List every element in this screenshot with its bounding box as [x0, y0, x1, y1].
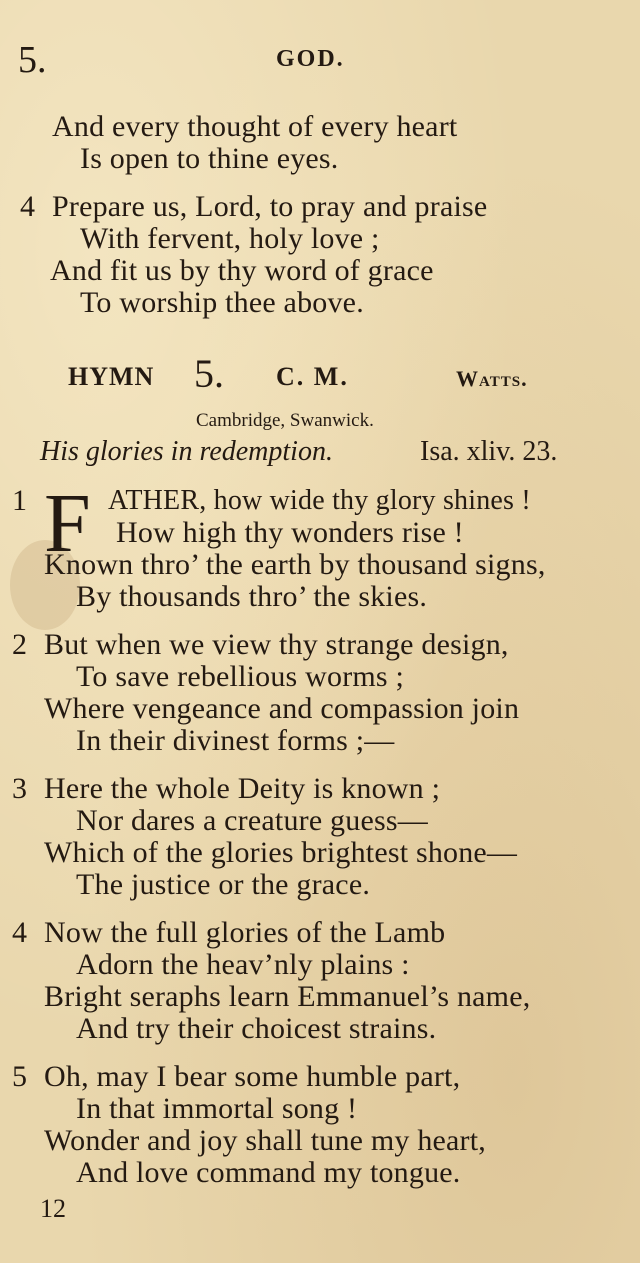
verse-line: Nor dares a creature guess— — [76, 804, 428, 837]
page-number: 5. — [18, 39, 47, 81]
verse-line: And try their choicest strains. — [76, 1012, 437, 1045]
verse-line: And fit us by thy word of grace — [50, 254, 434, 287]
verse-line: To save rebellious worms ; — [76, 660, 405, 693]
stanza-number: 1 — [12, 484, 27, 517]
verse-line: Prepare us, Lord, to pray and praise — [52, 190, 488, 223]
verse-line: Oh, may I bear some humble part, — [44, 1060, 461, 1093]
verse-line: And love command my tongue. — [76, 1156, 461, 1189]
hymn-number: 5. — [194, 351, 224, 396]
hymn-meter: C. M. — [276, 362, 349, 391]
verse-line: Adorn the heav’nly plains : — [76, 948, 410, 981]
running-head: GOD. — [276, 46, 345, 72]
drop-cap: F — [44, 477, 91, 570]
verse-line: And every thought of every heart — [52, 110, 458, 143]
verse-line: In that immortal song ! — [76, 1092, 358, 1125]
stanza-number: 3 — [12, 772, 27, 805]
verse-line: By thousands thro’ the skies. — [76, 580, 428, 613]
verse-line: ATHER, how wide thy glory shines ! — [108, 485, 531, 516]
scripture-reference: Isa. xliv. 23. — [420, 436, 558, 467]
hymn-author: Watts. — [456, 366, 528, 391]
stanza-number: 4 — [12, 916, 27, 949]
verse-line: Is open to thine eyes. — [80, 142, 339, 175]
verse-line: With fervent, holy love ; — [80, 222, 380, 255]
hymn-subject: His glories in redemption. — [40, 436, 333, 467]
verse-line: Known thro’ the earth by thousand signs, — [44, 548, 546, 581]
verse-line: Where vengeance and compassion join — [44, 692, 520, 725]
hymn-label: HYMN — [68, 362, 155, 391]
verse-line: Which of the glories brightest shone— — [44, 836, 518, 869]
verse-line: But when we view thy strange design, — [44, 628, 509, 661]
signature-mark: 12 — [40, 1194, 66, 1223]
stanza-number: 2 — [12, 628, 27, 661]
verse-line: Here the whole Deity is known ; — [44, 772, 441, 805]
verse-line: In their divinest forms ;— — [76, 724, 395, 757]
verse-line: Wonder and joy shall tune my heart, — [44, 1124, 486, 1157]
verse-line: To worship thee above. — [80, 286, 364, 319]
verse-line: Now the full glories of the Lamb — [44, 916, 446, 949]
hymn-tunes: Cambridge, Swanwick. — [196, 410, 374, 431]
verse-line: Bright seraphs learn Emmanuel’s name, — [44, 980, 531, 1013]
verse-line: The justice or the grace. — [76, 868, 371, 901]
stanza-number: 5 — [12, 1060, 27, 1093]
stanza-number: 4 — [20, 190, 35, 223]
verse-line: How high thy wonders rise ! — [116, 516, 464, 549]
